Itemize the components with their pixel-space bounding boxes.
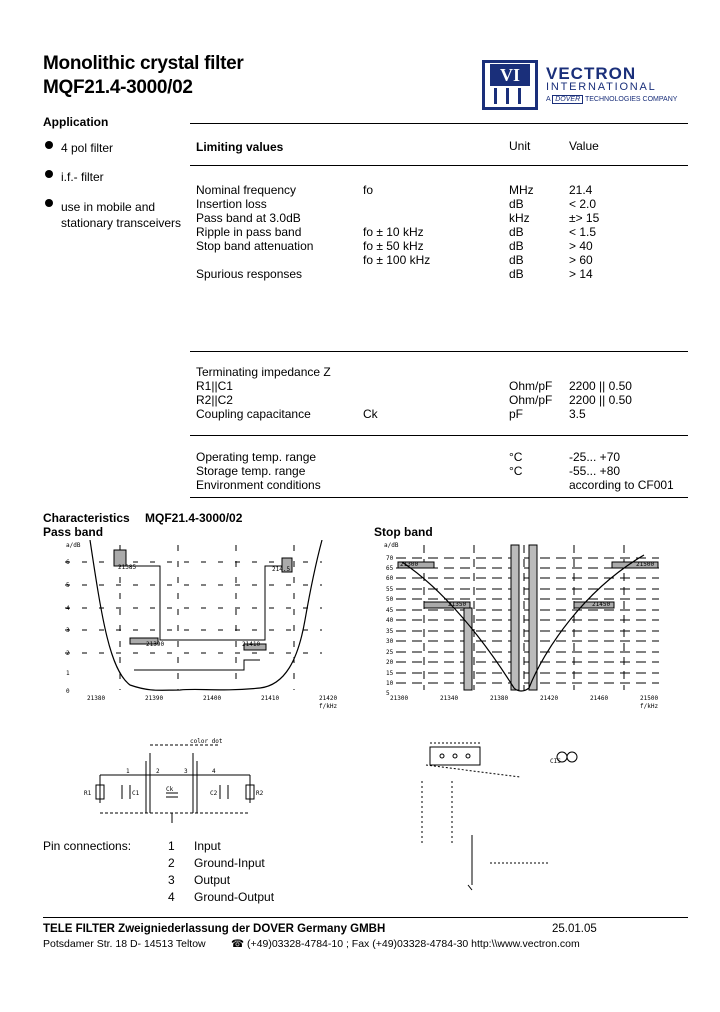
application-heading: Application [43,115,109,129]
x-tick: 21380 [490,695,509,702]
mark-label: 21410 [242,641,261,648]
mask-hatch [511,545,519,690]
x-tick: 21420 [540,695,559,702]
logo-tagline: A DOVER TECHNOLOGIES COMPANY [546,96,678,103]
x-tick: 21380 [87,695,106,702]
logo-mark: VI [490,64,530,86]
spec-header-value: Value [569,139,599,153]
x-tick: 21460 [590,695,609,702]
y-tick: 1 [66,670,70,677]
y-tick: 4 [66,605,70,612]
bullet-icon [45,199,53,207]
y-tick: 5 [66,582,70,589]
x-tick: 21300 [390,695,409,702]
rule [190,165,688,166]
drawing-text: CIS [550,758,561,765]
stopband-label: Stop band [374,525,433,539]
y-tick: a/dB [384,542,399,549]
mark-label: 21500 [636,561,655,568]
footer-contact-line [231,938,580,950]
rule [190,435,688,436]
footer-contact: (+49)03328-4784-10 ; Fax (+49)03328-4784-30 http:\\www.vectron.com [247,938,580,950]
mark-label: 214.5 [272,566,291,573]
y-tick: 70 [386,555,394,562]
component-label: C1 [132,790,140,797]
page-title: Monolithic crystal filter [43,53,244,74]
x-tick: 21340 [440,695,459,702]
color-dot-label: color dot [190,738,223,745]
spec-header-name: Limiting values [196,140,284,154]
application-item: 4 pol filter [61,141,114,155]
x-unit: f/kHz [319,703,338,710]
y-tick: a/dB [66,542,81,549]
x-tick: 21420 [319,695,338,702]
bullet-icon [45,141,53,149]
mark-label: 21450 [592,601,611,608]
pin-label: 1 [126,768,130,775]
y-tick: 55 [386,586,394,593]
stopband-curve [402,555,644,691]
y-tick: 20 [386,659,394,666]
rule [190,497,688,498]
pin-label: 3 [184,768,188,775]
pin-connections-heading: Pin connections: [43,839,132,853]
mark-label: 21350 [448,601,467,608]
application-item: stationary transceivers [61,216,182,230]
y-tick: 60 [386,575,394,582]
y-tick: 2 [66,650,70,657]
x-tick: 21390 [145,695,164,702]
model-number: MQF21.4-3000/02 [43,77,193,98]
mask-line [134,660,260,670]
bullet-icon [45,170,53,178]
y-tick: 25 [386,649,394,656]
rule [190,351,688,352]
y-tick: 3 [66,627,70,634]
pin-label: 2 [156,768,160,775]
y-tick: 5 [386,690,390,697]
spec-header-unit: Unit [509,139,531,153]
footer-rule [43,917,688,918]
mask-hatch [529,545,537,690]
y-tick: 0 [66,688,70,695]
mask-line [114,566,292,640]
logo-name: VECTRON [546,64,637,83]
footer-date: 25.01.05 [552,923,597,935]
x-tick: 21400 [203,695,222,702]
footer-company: TELE FILTER Zweigniederlassung der DOVER Germany GMBH [43,923,386,935]
component-label: R2 [256,790,264,797]
circuit-schematic [80,733,280,828]
y-tick: 50 [386,596,394,603]
y-tick: 65 [386,565,394,572]
x-tick: 21410 [261,695,280,702]
characteristics-model: MQF21.4-3000/02 [145,511,243,525]
logo-subtitle: INTERNATIONAL [546,81,657,93]
pin-label: 4 [212,768,216,775]
component-label: C2 [210,790,218,797]
vectron-logo [482,60,702,114]
y-tick: 30 [386,638,394,645]
x-unit: f/kHz [640,703,659,710]
passband-chart [60,540,350,715]
footer-address: Potsdamer Str. 18 D- 14513 Teltow [43,938,206,950]
y-tick: 10 [386,680,394,687]
application-item: use in mobile and [61,200,156,214]
passband-label: Pass band [43,525,104,539]
component-label: Ck [166,786,174,793]
mark-label: 21300 [400,561,419,568]
y-tick: 45 [386,607,394,614]
y-tick: 35 [386,628,394,635]
rule [190,123,688,124]
y-tick: 6 [66,559,70,566]
characteristics-label: Characteristics [43,511,130,525]
y-tick: 40 [386,617,394,624]
mechanical-drawing [410,735,590,895]
mark-label: 21390 [146,641,165,648]
y-tick: 15 [386,670,394,677]
stopband-chart [384,540,674,715]
x-tick: 21500 [640,695,659,702]
mark-label: 21385 [118,564,137,571]
application-item: i.f.- filter [61,170,104,184]
phone-icon: ☎ [231,938,245,950]
component-label: R1 [84,790,92,797]
